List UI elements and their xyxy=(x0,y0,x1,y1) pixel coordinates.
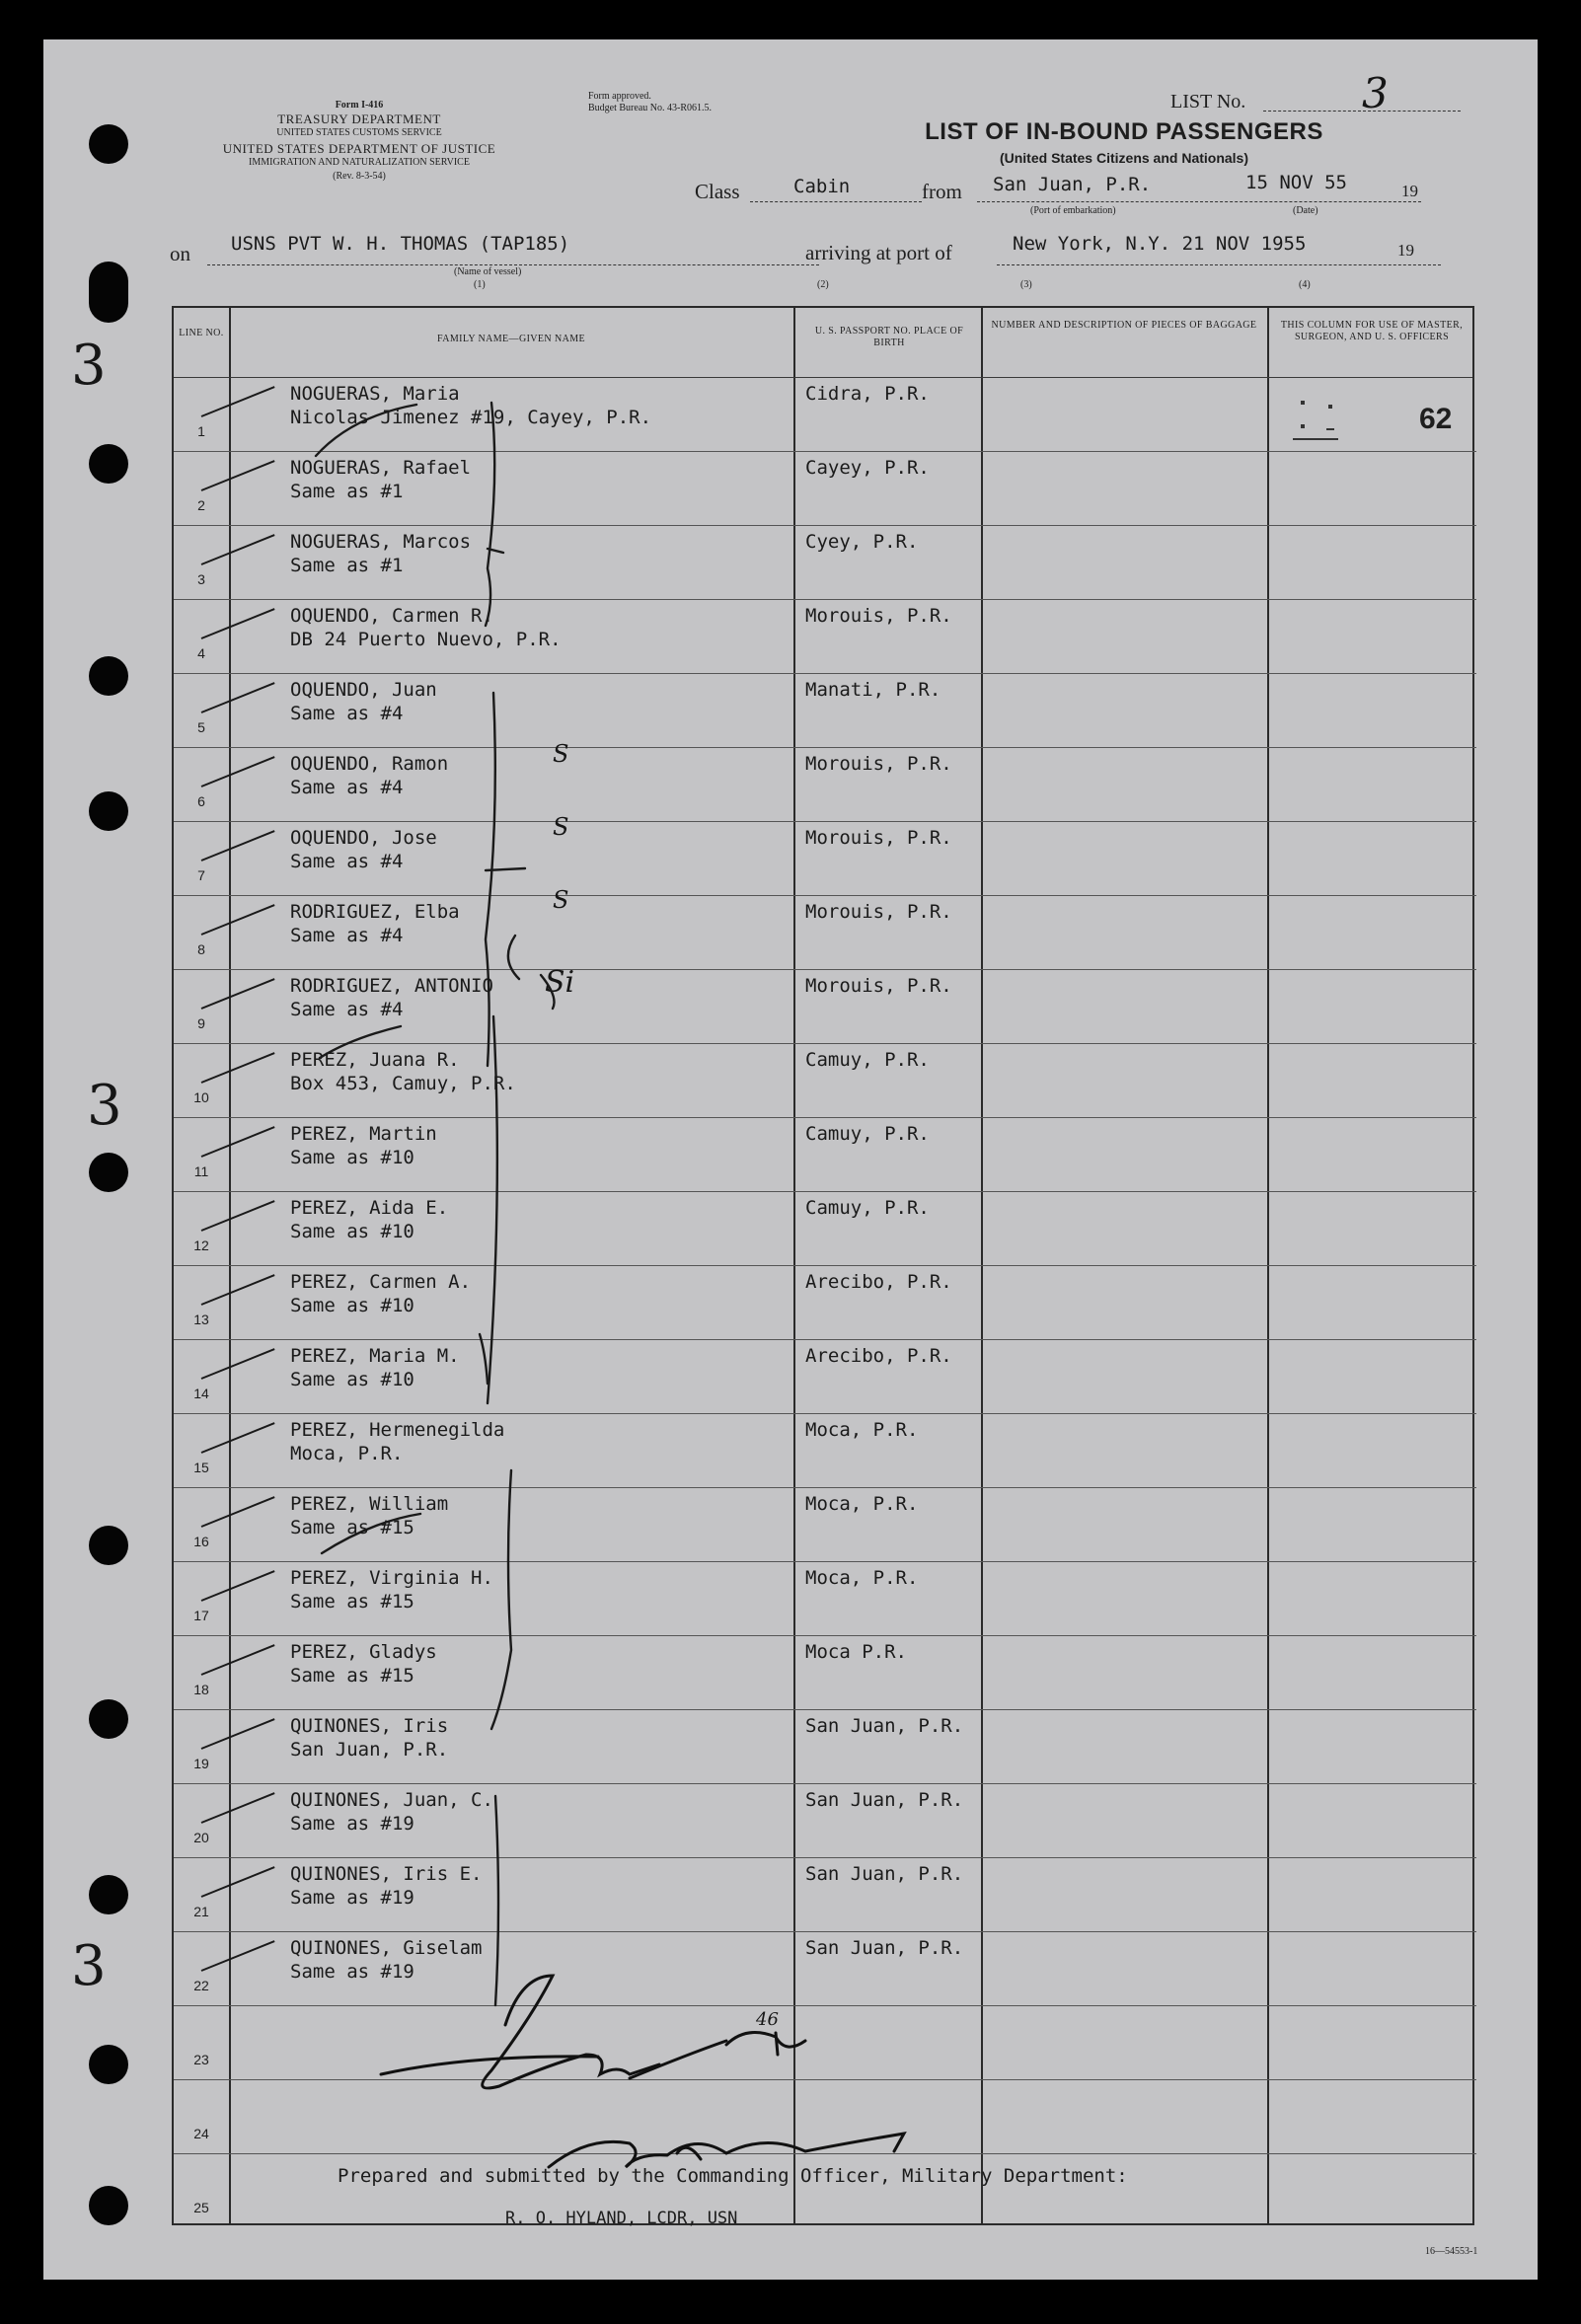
place-of-birth: Arecibo, P.R. xyxy=(805,1345,952,1367)
form-number: Form I-416 xyxy=(335,100,384,111)
passenger-address: Same as #10 xyxy=(290,1221,414,1242)
passenger-address: Box 453, Camuy, P.R. xyxy=(290,1073,516,1094)
margin-mark: 3 xyxy=(71,1934,107,1998)
passenger-address: Same as #10 xyxy=(290,1295,414,1316)
line-number: 19 xyxy=(193,1756,209,1771)
page-title: LIST OF IN-BOUND PASSENGERS xyxy=(925,118,1323,145)
binder-hole xyxy=(89,1526,128,1565)
officer-note: 62 xyxy=(1419,403,1453,435)
passenger-name: PEREZ, Martin xyxy=(290,1123,437,1145)
col-header-baggage: NUMBER AND DESCRIPTION OF PIECES OF BAGGAGE xyxy=(991,320,1257,331)
annotation-number: 46 xyxy=(756,2009,779,2030)
line-number: 21 xyxy=(193,1904,209,1919)
place-of-birth: Cyey, P.R. xyxy=(805,531,919,553)
column-ref-3: (3) xyxy=(1020,279,1032,290)
line-number: 2 xyxy=(197,497,205,513)
line-number: 7 xyxy=(197,867,205,883)
handwritten-brackets xyxy=(174,308,1476,2227)
passenger-name: RODRIGUEZ, ANTONIO xyxy=(290,975,493,997)
passenger-address: Same as #19 xyxy=(290,1813,414,1835)
customs-service: UNITED STATES CUSTOMS SERVICE xyxy=(276,127,442,138)
passenger-name: PEREZ, Gladys xyxy=(290,1641,437,1663)
column-ref-2: (2) xyxy=(817,279,829,290)
binder-hole xyxy=(89,1153,128,1192)
arriving-label: arriving at port of xyxy=(805,241,952,264)
binder-hole xyxy=(89,656,128,696)
treasury-department: TREASURY DEPARTMENT xyxy=(277,112,441,126)
date-caption: (Date) xyxy=(1293,205,1318,216)
officer-name: R. O. HYLAND, LCDR, USN xyxy=(505,2209,738,2228)
place-of-birth: San Juan, P.R. xyxy=(805,1789,964,1811)
passenger-table xyxy=(172,306,1474,2228)
passenger-name: PEREZ, Carmen A. xyxy=(290,1271,472,1293)
line-number: 15 xyxy=(193,1460,209,1475)
binder-hole xyxy=(89,444,128,484)
line-number: 20 xyxy=(193,1830,209,1845)
line-number: 6 xyxy=(197,793,205,809)
print-code: 16—54553-1 xyxy=(1425,2246,1478,2257)
passenger-address: Same as #15 xyxy=(290,1517,414,1538)
line-number: 5 xyxy=(197,719,205,735)
place-of-birth: San Juan, P.R. xyxy=(805,1715,964,1737)
place-of-birth: Cidra, P.R. xyxy=(805,383,930,405)
col-header-line: LINE NO. xyxy=(179,328,224,338)
margin-mark: 3 xyxy=(71,334,107,398)
department-of-justice: UNITED STATES DEPARTMENT OF JUSTICE xyxy=(222,141,496,156)
form-agency-block xyxy=(221,99,497,140)
manifest-page xyxy=(43,39,1538,2280)
place-of-birth: Camuy, P.R. xyxy=(805,1049,930,1071)
line-number: 1 xyxy=(197,423,205,439)
place-of-birth: Moca, P.R. xyxy=(805,1567,919,1589)
passenger-address: Same as #4 xyxy=(290,925,404,946)
line-number: 25 xyxy=(193,2200,209,2215)
line-number: 16 xyxy=(193,1534,209,1549)
passenger-address: Same as #4 xyxy=(290,703,404,724)
passenger-address: Same as #4 xyxy=(290,999,404,1020)
passenger-name: OQUENDO, Carmen R. xyxy=(290,605,493,627)
list-number: 3 xyxy=(1362,69,1389,117)
passenger-name: PEREZ, Maria M. xyxy=(290,1345,460,1367)
annotation-mark: S xyxy=(553,886,569,914)
passenger-name: NOGUERAS, Marcos xyxy=(290,531,472,553)
port-embark-caption: (Port of embarkation) xyxy=(1030,205,1116,216)
line-number: 11 xyxy=(193,1163,209,1179)
binder-hole xyxy=(89,2045,128,2084)
passenger-address: Same as #10 xyxy=(290,1147,414,1168)
vessel-caption: (Name of vessel) xyxy=(454,266,522,277)
passenger-address: Same as #19 xyxy=(290,1961,414,1983)
margin-mark: 3 xyxy=(87,1074,122,1138)
place-of-birth: Moca, P.R. xyxy=(805,1493,919,1515)
passenger-address: Same as #1 xyxy=(290,555,404,576)
vessel-underline xyxy=(207,264,819,265)
column-ref-4: (4) xyxy=(1299,279,1311,290)
passenger-address: Same as #19 xyxy=(290,1887,414,1909)
binder-hole xyxy=(89,1875,128,1914)
class-value: Cabin xyxy=(793,176,851,197)
approval-block xyxy=(588,91,712,114)
place-of-birth: Morouis, P.R. xyxy=(805,827,952,849)
place-of-birth: Camuy, P.R. xyxy=(805,1197,930,1219)
list-label: LIST No. xyxy=(1170,91,1246,112)
place-of-birth: San Juan, P.R. xyxy=(805,1937,964,1959)
form-approved: Form approved. xyxy=(588,91,651,102)
passenger-address: Same as #4 xyxy=(290,851,404,872)
passenger-address: Nicolas Jimenez #19, Cayey, P.R. xyxy=(290,407,652,428)
passenger-name: QUINONES, Iris E. xyxy=(290,1863,483,1885)
passenger-name: OQUENDO, Juan xyxy=(290,679,437,701)
passenger-name: QUINONES, Juan, C. xyxy=(290,1789,493,1811)
page-subtitle: (United States Citizens and Nationals) xyxy=(999,150,1249,166)
place-of-birth: Morouis, P.R. xyxy=(805,975,952,997)
line-number: 23 xyxy=(193,2052,209,2067)
passenger-name: RODRIGUEZ, Elba xyxy=(290,901,460,923)
prepared-by-statement: Prepared and submitted by the Commanding Officer, Military Department: xyxy=(338,2165,1128,2187)
revision-date: (Rev. 8-3-54) xyxy=(333,171,386,182)
line-number: 13 xyxy=(193,1312,209,1327)
passenger-name: PEREZ, Virginia H. xyxy=(290,1567,493,1589)
passenger-name: NOGUERAS, Rafael xyxy=(290,457,472,479)
line-number: 8 xyxy=(197,941,205,957)
passenger-address: Same as #1 xyxy=(290,481,404,502)
line-number: 18 xyxy=(193,1682,209,1697)
immigration-service: IMMIGRATION AND NATURALIZATION SERVICE xyxy=(249,157,470,168)
binder-hole xyxy=(89,791,128,831)
arrival-underline xyxy=(997,264,1441,265)
port-of-arrival: New York, N.Y. 21 NOV 1955 xyxy=(1013,233,1307,255)
line-number: 22 xyxy=(193,1978,209,1993)
binder-hole xyxy=(89,1699,128,1739)
place-of-birth: Arecibo, P.R. xyxy=(805,1271,952,1293)
binder-hole xyxy=(89,124,128,164)
class-underline xyxy=(750,201,922,202)
line-number: 14 xyxy=(193,1386,209,1401)
annotation-mark: S xyxy=(553,813,569,841)
justice-block xyxy=(162,142,557,184)
place-of-birth: Morouis, P.R. xyxy=(805,753,952,775)
col-header-passport: U. S. PASSPORT NO. PLACE OF BIRTH xyxy=(814,326,964,348)
line-number: 9 xyxy=(197,1015,205,1031)
passenger-name: QUINONES, Giselam xyxy=(290,1937,483,1959)
passenger-address: Moca, P.R. xyxy=(290,1443,404,1464)
line-number: 3 xyxy=(197,571,205,587)
place-of-birth: Moca, P.R. xyxy=(805,1419,919,1441)
col-header-name: FAMILY NAME—GIVEN NAME xyxy=(436,334,585,344)
place-of-birth: Morouis, P.R. xyxy=(805,605,952,627)
annotation-si: Si xyxy=(545,965,575,1000)
passenger-name: PEREZ, Aida E. xyxy=(290,1197,449,1219)
col-header-officers: THIS COLUMN FOR USE OF MASTER, SURGEON, AND U. S. OFFICERS xyxy=(1280,320,1464,342)
from-label: from xyxy=(922,180,962,203)
line-number: 12 xyxy=(193,1237,209,1253)
passenger-name: NOGUERAS, Maria xyxy=(290,383,460,405)
line-number: 4 xyxy=(197,645,205,661)
passenger-address: Same as #10 xyxy=(290,1369,414,1390)
passenger-address: DB 24 Puerto Nuevo, P.R. xyxy=(290,629,562,650)
year-prefix: 19 xyxy=(1401,182,1418,200)
budget-bureau: Budget Bureau No. 43-R061.5. xyxy=(588,103,712,113)
passenger-name: OQUENDO, Ramon xyxy=(290,753,449,775)
port-of-embarkation: San Juan, P.R. xyxy=(993,174,1152,195)
passenger-name: QUINONES, Iris xyxy=(290,1715,449,1737)
place-of-birth: Manati, P.R. xyxy=(805,679,941,701)
passenger-address: San Juan, P.R. xyxy=(290,1739,449,1761)
passenger-address: Same as #15 xyxy=(290,1665,414,1687)
passenger-name: OQUENDO, Jose xyxy=(290,827,437,849)
line-number: 10 xyxy=(193,1089,209,1105)
on-label: on xyxy=(170,242,190,265)
place-of-birth: Moca P.R. xyxy=(805,1641,907,1663)
place-of-birth: San Juan, P.R. xyxy=(805,1863,964,1885)
embarkation-date: 15 NOV 55 xyxy=(1245,172,1347,193)
line-number: 17 xyxy=(193,1608,209,1623)
passenger-name: PEREZ, Juana R. xyxy=(290,1049,460,1071)
place-of-birth: Morouis, P.R. xyxy=(805,901,952,923)
passenger-name: PEREZ, William xyxy=(290,1493,449,1515)
year-prefix-2: 19 xyxy=(1397,241,1414,260)
class-label: Class xyxy=(695,180,740,203)
passenger-address: Same as #15 xyxy=(290,1591,414,1612)
place-of-birth: Camuy, P.R. xyxy=(805,1123,930,1145)
passenger-name: PEREZ, Hermenegilda xyxy=(290,1419,505,1441)
annotation-mark: S xyxy=(553,740,569,768)
from-underline xyxy=(977,201,1421,202)
line-number: 24 xyxy=(193,2126,209,2141)
place-of-birth: Cayey, P.R. xyxy=(805,457,930,479)
vessel-name: USNS PVT W. H. THOMAS (TAP185) xyxy=(231,233,570,255)
passenger-address: Same as #4 xyxy=(290,777,404,798)
column-ref-1: (1) xyxy=(474,279,486,290)
binder-hole xyxy=(89,262,128,323)
binder-hole xyxy=(89,2186,128,2225)
